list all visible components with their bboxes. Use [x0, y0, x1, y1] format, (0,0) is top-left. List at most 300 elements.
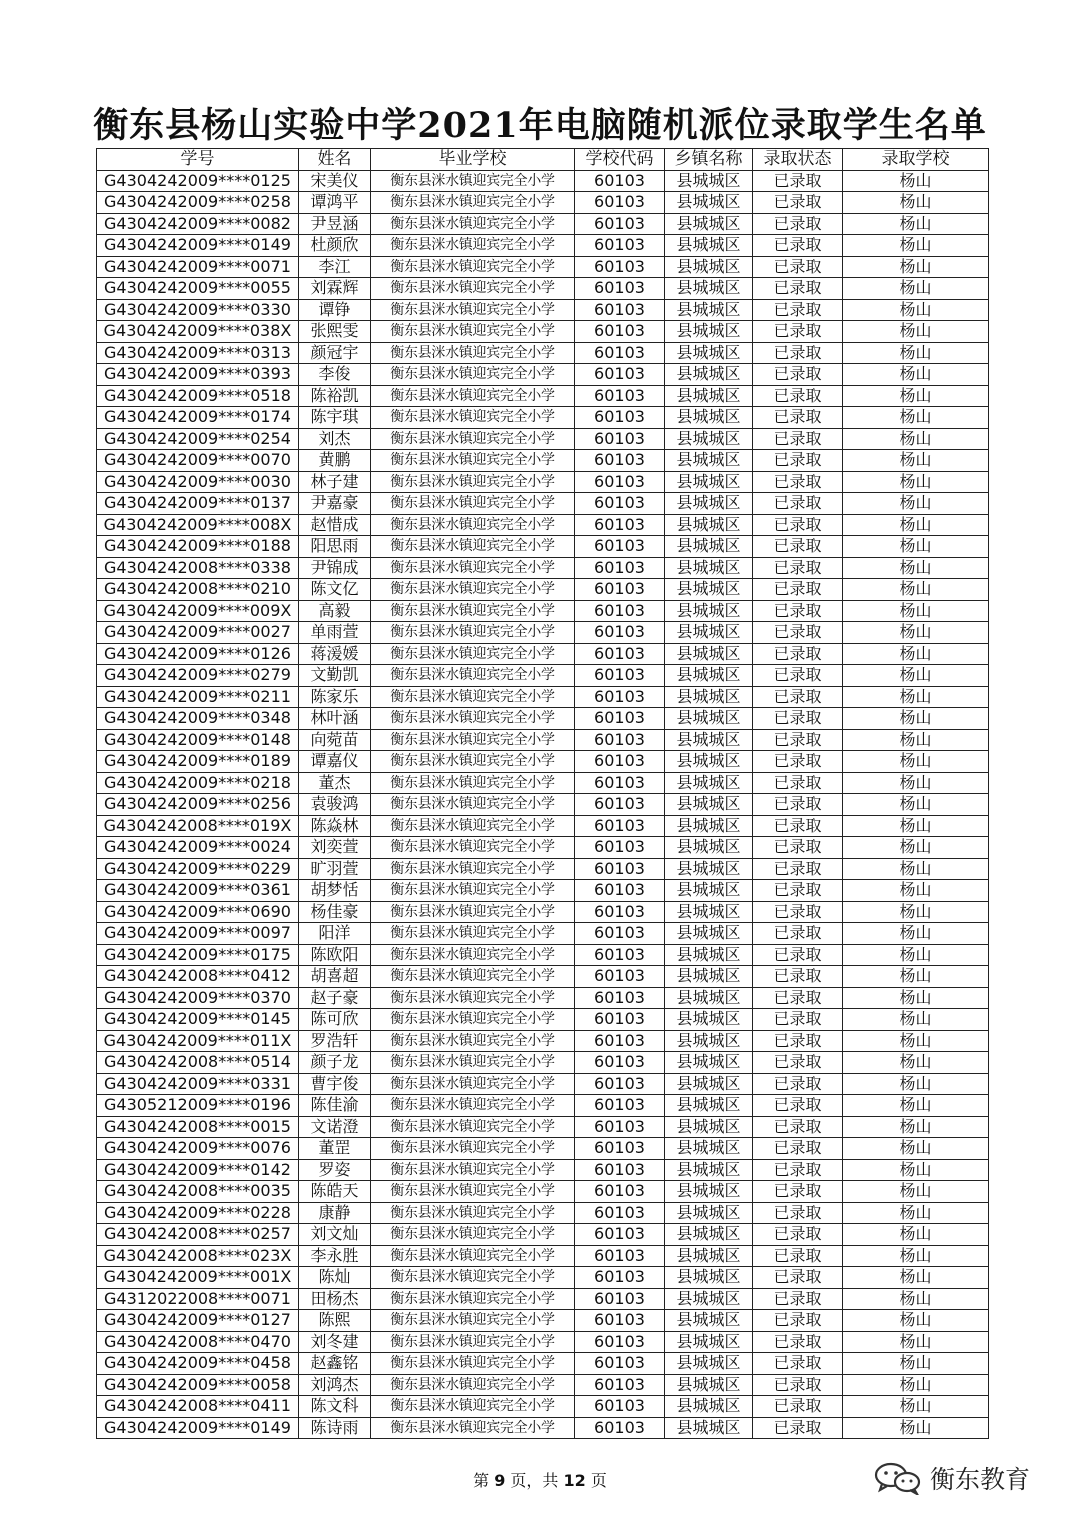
table-row [97, 1310, 989, 1332]
cell-admitted-school: 杨山 [843, 1095, 989, 1117]
cell-township: 县城城区 [665, 1159, 753, 1181]
cell-admitted-school: 杨山 [843, 235, 989, 257]
cell-graduation-school: 衡东县洣水镇迎宾完全小学 [371, 708, 575, 730]
cell-student-id: G4304242009****0256 [97, 794, 299, 816]
cell-school-code: 60103 [575, 600, 665, 622]
cell-graduation-school: 衡东县洣水镇迎宾完全小学 [371, 622, 575, 644]
cell-admitted-school: 杨山 [843, 536, 989, 558]
table-row [97, 622, 989, 644]
cell-admission-status: 已录取 [753, 536, 843, 558]
cell-graduation-school: 衡东县洣水镇迎宾完全小学 [371, 536, 575, 558]
cell-school-code: 60103 [575, 923, 665, 945]
cell-graduation-school: 衡东县洣水镇迎宾完全小学 [371, 665, 575, 687]
cell-student-id: G4305212009****0196 [97, 1095, 299, 1117]
cell-student-id: G4312022008****0071 [97, 1288, 299, 1310]
cell-township: 县城城区 [665, 385, 753, 407]
table-body [97, 170, 989, 1439]
cell-township: 县城城区 [665, 1073, 753, 1095]
cell-township: 县城城区 [665, 1417, 753, 1439]
cell-admission-status: 已录取 [753, 837, 843, 859]
table-row [97, 385, 989, 407]
cell-admission-status: 已录取 [753, 923, 843, 945]
cell-graduation-school: 衡东县洣水镇迎宾完全小学 [371, 1181, 575, 1203]
cell-student-id: G4304242009****0125 [97, 170, 299, 192]
cell-admission-status: 已录取 [753, 751, 843, 773]
cell-graduation-school: 衡东县洣水镇迎宾完全小学 [371, 600, 575, 622]
cell-student-name: 赵鑫铭 [299, 1353, 371, 1375]
cell-school-code: 60103 [575, 1331, 665, 1353]
cell-township: 县城城区 [665, 213, 753, 235]
cell-school-code: 60103 [575, 1310, 665, 1332]
table-row [97, 1396, 989, 1418]
cell-student-id: G4304242008****0514 [97, 1052, 299, 1074]
cell-student-name: 刘鸿杰 [299, 1374, 371, 1396]
cell-student-id: G4304242008****0412 [97, 966, 299, 988]
cell-township: 县城城区 [665, 944, 753, 966]
cell-student-id: G4304242009****0229 [97, 858, 299, 880]
table-row [97, 256, 989, 278]
cell-school-code: 60103 [575, 213, 665, 235]
cell-admitted-school: 杨山 [843, 944, 989, 966]
table-row [97, 729, 989, 751]
cell-graduation-school: 衡东县洣水镇迎宾完全小学 [371, 1030, 575, 1052]
cell-township: 县城城区 [665, 815, 753, 837]
table-row [97, 1202, 989, 1224]
cell-admission-status: 已录取 [753, 1353, 843, 1375]
cell-student-id: G4304242009****0149 [97, 1417, 299, 1439]
cell-graduation-school: 衡东县洣水镇迎宾完全小学 [371, 385, 575, 407]
cell-student-name: 陈焱林 [299, 815, 371, 837]
cell-school-code: 60103 [575, 256, 665, 278]
cell-student-id: G4304242009****0188 [97, 536, 299, 558]
cell-township: 县城城区 [665, 1116, 753, 1138]
table-row [97, 364, 989, 386]
cell-township: 县城城区 [665, 794, 753, 816]
table-row [97, 1374, 989, 1396]
cell-admission-status: 已录取 [753, 1073, 843, 1095]
cell-graduation-school: 衡东县洣水镇迎宾完全小学 [371, 1009, 575, 1031]
cell-admitted-school: 杨山 [843, 1417, 989, 1439]
cell-student-id: G4304242009****038X [97, 321, 299, 343]
table-row [97, 407, 989, 429]
table-row [97, 665, 989, 687]
cell-school-code: 60103 [575, 450, 665, 472]
cell-admitted-school: 杨山 [843, 880, 989, 902]
cell-student-id: G4304242008****0035 [97, 1181, 299, 1203]
cell-admission-status: 已录取 [753, 342, 843, 364]
cell-student-id: G4304242009****0393 [97, 364, 299, 386]
cell-student-name: 刘霖辉 [299, 278, 371, 300]
cell-school-code: 60103 [575, 858, 665, 880]
cell-graduation-school: 衡东县洣水镇迎宾完全小学 [371, 729, 575, 751]
table-row [97, 901, 989, 923]
cell-student-name: 陈熙 [299, 1310, 371, 1332]
cell-admission-status: 已录取 [753, 493, 843, 515]
cell-student-id: G4304242009****0218 [97, 772, 299, 794]
cell-admitted-school: 杨山 [843, 1202, 989, 1224]
cell-township: 县城城区 [665, 278, 753, 300]
cell-graduation-school: 衡东县洣水镇迎宾完全小学 [371, 1202, 575, 1224]
cell-admission-status: 已录取 [753, 1374, 843, 1396]
cell-admitted-school: 杨山 [843, 1245, 989, 1267]
cell-admission-status: 已录取 [753, 321, 843, 343]
cell-township: 县城城区 [665, 1181, 753, 1203]
cell-admission-status: 已录取 [753, 256, 843, 278]
cell-graduation-school: 衡东县洣水镇迎宾完全小学 [371, 987, 575, 1009]
cell-township: 县城城区 [665, 729, 753, 751]
cell-student-id: G4304242009****0313 [97, 342, 299, 364]
cell-school-code: 60103 [575, 880, 665, 902]
cell-graduation-school: 衡东县洣水镇迎宾完全小学 [371, 794, 575, 816]
header-township: 乡镇名称 [665, 149, 753, 171]
table-row [97, 987, 989, 1009]
header-admission-status: 录取状态 [753, 149, 843, 171]
table-row [97, 1353, 989, 1375]
cell-student-name: 陈佳渝 [299, 1095, 371, 1117]
cell-admitted-school: 杨山 [843, 471, 989, 493]
cell-student-name: 董杰 [299, 772, 371, 794]
cell-student-name: 刘文灿 [299, 1224, 371, 1246]
cell-graduation-school: 衡东县洣水镇迎宾完全小学 [371, 256, 575, 278]
cell-admission-status: 已录取 [753, 170, 843, 192]
header-row [97, 149, 989, 171]
cell-township: 县城城区 [665, 235, 753, 257]
cell-admission-status: 已录取 [753, 1009, 843, 1031]
footer-prefix: 第 [473, 1471, 490, 1490]
cell-student-name: 赵惜成 [299, 514, 371, 536]
cell-student-id: G4304242009****009X [97, 600, 299, 622]
cell-admitted-school: 杨山 [843, 299, 989, 321]
cell-student-name: 谭嘉仪 [299, 751, 371, 773]
cell-school-code: 60103 [575, 751, 665, 773]
cell-school-code: 60103 [575, 686, 665, 708]
cell-township: 县城城区 [665, 1310, 753, 1332]
cell-admission-status: 已录取 [753, 1181, 843, 1203]
cell-student-name: 陈宇琪 [299, 407, 371, 429]
table-row [97, 1030, 989, 1052]
cell-student-id: G4304242009****0331 [97, 1073, 299, 1095]
cell-admitted-school: 杨山 [843, 751, 989, 773]
cell-school-code: 60103 [575, 342, 665, 364]
cell-school-code: 60103 [575, 170, 665, 192]
table-row [97, 299, 989, 321]
cell-admitted-school: 杨山 [843, 1353, 989, 1375]
cell-student-id: G4304242009****0148 [97, 729, 299, 751]
cell-admitted-school: 杨山 [843, 1310, 989, 1332]
table-row [97, 751, 989, 773]
cell-admitted-school: 杨山 [843, 428, 989, 450]
cell-township: 县城城区 [665, 1202, 753, 1224]
cell-township: 县城城区 [665, 1396, 753, 1418]
cell-school-code: 60103 [575, 1224, 665, 1246]
cell-graduation-school: 衡东县洣水镇迎宾完全小学 [371, 901, 575, 923]
cell-graduation-school: 衡东县洣水镇迎宾完全小学 [371, 364, 575, 386]
cell-graduation-school: 衡东县洣水镇迎宾完全小学 [371, 235, 575, 257]
cell-admission-status: 已录取 [753, 1331, 843, 1353]
cell-admitted-school: 杨山 [843, 1116, 989, 1138]
cell-student-name: 尹嘉豪 [299, 493, 371, 515]
cell-graduation-school: 衡东县洣水镇迎宾完全小学 [371, 342, 575, 364]
cell-admitted-school: 杨山 [843, 321, 989, 343]
cell-graduation-school: 衡东县洣水镇迎宾完全小学 [371, 407, 575, 429]
table-row [97, 686, 989, 708]
cell-admitted-school: 杨山 [843, 858, 989, 880]
cell-township: 县城城区 [665, 321, 753, 343]
cell-graduation-school: 衡东县洣水镇迎宾完全小学 [371, 966, 575, 988]
cell-admission-status: 已录取 [753, 1417, 843, 1439]
table-row [97, 192, 989, 214]
cell-school-code: 60103 [575, 278, 665, 300]
cell-township: 县城城区 [665, 450, 753, 472]
cell-student-name: 林子建 [299, 471, 371, 493]
watermark [872, 1460, 1030, 1496]
cell-school-code: 60103 [575, 1181, 665, 1203]
cell-student-id: G4304242009****001X [97, 1267, 299, 1289]
cell-student-id: G4304242009****0258 [97, 192, 299, 214]
cell-admitted-school: 杨山 [843, 385, 989, 407]
cell-admitted-school: 杨山 [843, 407, 989, 429]
cell-student-id: G4304242009****008X [97, 514, 299, 536]
cell-admission-status: 已录取 [753, 1245, 843, 1267]
cell-admitted-school: 杨山 [843, 557, 989, 579]
cell-student-name: 陈文亿 [299, 579, 371, 601]
cell-township: 县城城区 [665, 987, 753, 1009]
cell-graduation-school: 衡东县洣水镇迎宾完全小学 [371, 579, 575, 601]
table-row [97, 170, 989, 192]
cell-school-code: 60103 [575, 514, 665, 536]
cell-student-name: 胡梦恬 [299, 880, 371, 902]
table-row [97, 600, 989, 622]
cell-graduation-school: 衡东县洣水镇迎宾完全小学 [371, 837, 575, 859]
cell-student-id: G4304242008****0411 [97, 1396, 299, 1418]
cell-student-name: 陈可欣 [299, 1009, 371, 1031]
cell-admission-status: 已录取 [753, 299, 843, 321]
cell-admitted-school: 杨山 [843, 1331, 989, 1353]
cell-graduation-school: 衡东县洣水镇迎宾完全小学 [371, 1095, 575, 1117]
cell-graduation-school: 衡东县洣水镇迎宾完全小学 [371, 1396, 575, 1418]
cell-admission-status: 已录取 [753, 1116, 843, 1138]
table-row [97, 880, 989, 902]
cell-student-name: 单雨萱 [299, 622, 371, 644]
cell-student-name: 李永胜 [299, 1245, 371, 1267]
cell-student-name: 颜冠宇 [299, 342, 371, 364]
cell-student-name: 林叶涵 [299, 708, 371, 730]
table-row [97, 815, 989, 837]
cell-school-code: 60103 [575, 643, 665, 665]
cell-admission-status: 已录取 [753, 901, 843, 923]
cell-admitted-school: 杨山 [843, 815, 989, 837]
cell-student-name: 董罡 [299, 1138, 371, 1160]
cell-student-name: 田杨杰 [299, 1288, 371, 1310]
cell-township: 县城城区 [665, 923, 753, 945]
cell-student-name: 李俊 [299, 364, 371, 386]
cell-student-id: G4304242009****0254 [97, 428, 299, 450]
cell-graduation-school: 衡东县洣水镇迎宾完全小学 [371, 213, 575, 235]
cell-admitted-school: 杨山 [843, 1181, 989, 1203]
table-row [97, 794, 989, 816]
cell-admitted-school: 杨山 [843, 1396, 989, 1418]
cell-student-name: 陈裕凯 [299, 385, 371, 407]
cell-admitted-school: 杨山 [843, 772, 989, 794]
cell-student-name: 刘冬建 [299, 1331, 371, 1353]
cell-township: 县城城区 [665, 514, 753, 536]
cell-graduation-school: 衡东县洣水镇迎宾完全小学 [371, 1374, 575, 1396]
cell-student-name: 杜颜欣 [299, 235, 371, 257]
cell-student-name: 袁骏鸿 [299, 794, 371, 816]
cell-student-name: 谭铮 [299, 299, 371, 321]
cell-admitted-school: 杨山 [843, 987, 989, 1009]
cell-student-name: 刘杰 [299, 428, 371, 450]
table-row [97, 772, 989, 794]
cell-student-id: G4304242009****0027 [97, 622, 299, 644]
cell-school-code: 60103 [575, 772, 665, 794]
cell-township: 县城城区 [665, 1353, 753, 1375]
cell-admission-status: 已录取 [753, 966, 843, 988]
cell-township: 县城城区 [665, 1138, 753, 1160]
cell-township: 县城城区 [665, 364, 753, 386]
cell-township: 县城城区 [665, 1030, 753, 1052]
cell-admitted-school: 杨山 [843, 923, 989, 945]
cell-school-code: 60103 [575, 1288, 665, 1310]
cell-township: 县城城区 [665, 708, 753, 730]
cell-student-id: G4304242009****0228 [97, 1202, 299, 1224]
cell-student-id: G4304242009****011X [97, 1030, 299, 1052]
cell-admission-status: 已录取 [753, 364, 843, 386]
cell-admitted-school: 杨山 [843, 256, 989, 278]
cell-school-code: 60103 [575, 385, 665, 407]
cell-student-name: 李江 [299, 256, 371, 278]
cell-admitted-school: 杨山 [843, 213, 989, 235]
table-row [97, 493, 989, 515]
cell-student-id: G4304242009****0189 [97, 751, 299, 773]
cell-student-name: 颜子龙 [299, 1052, 371, 1074]
cell-graduation-school: 衡东县洣水镇迎宾完全小学 [371, 858, 575, 880]
cell-admitted-school: 杨山 [843, 622, 989, 644]
cell-graduation-school: 衡东县洣水镇迎宾完全小学 [371, 1224, 575, 1246]
cell-admitted-school: 杨山 [843, 600, 989, 622]
cell-admission-status: 已录取 [753, 1288, 843, 1310]
cell-school-code: 60103 [575, 815, 665, 837]
cell-admission-status: 已录取 [753, 944, 843, 966]
table-row [97, 428, 989, 450]
cell-admission-status: 已录取 [753, 772, 843, 794]
cell-school-code: 60103 [575, 299, 665, 321]
cell-admission-status: 已录取 [753, 385, 843, 407]
table-row [97, 1288, 989, 1310]
cell-school-code: 60103 [575, 901, 665, 923]
cell-township: 县城城区 [665, 192, 753, 214]
cell-graduation-school: 衡东县洣水镇迎宾完全小学 [371, 1353, 575, 1375]
cell-student-name: 宋美仪 [299, 170, 371, 192]
footer-suffix: 页 [590, 1471, 607, 1490]
table-row [97, 514, 989, 536]
cell-school-code: 60103 [575, 1267, 665, 1289]
cell-school-code: 60103 [575, 1245, 665, 1267]
cell-student-id: G4304242009****0174 [97, 407, 299, 429]
cell-student-name: 阳思雨 [299, 536, 371, 558]
cell-graduation-school: 衡东县洣水镇迎宾完全小学 [371, 815, 575, 837]
cell-student-name: 向菀苗 [299, 729, 371, 751]
cell-graduation-school: 衡东县洣水镇迎宾完全小学 [371, 1288, 575, 1310]
cell-admission-status: 已录取 [753, 1159, 843, 1181]
cell-student-id: G4304242009****0142 [97, 1159, 299, 1181]
cell-township: 县城城区 [665, 837, 753, 859]
table-row [97, 1245, 989, 1267]
cell-township: 县城城区 [665, 622, 753, 644]
cell-graduation-school: 衡东县洣水镇迎宾完全小学 [371, 1116, 575, 1138]
cell-student-id: G4304242009****0076 [97, 1138, 299, 1160]
cell-admission-status: 已录取 [753, 579, 843, 601]
cell-township: 县城城区 [665, 256, 753, 278]
cell-admitted-school: 杨山 [843, 1009, 989, 1031]
cell-township: 县城城区 [665, 471, 753, 493]
cell-student-name: 陈皓天 [299, 1181, 371, 1203]
cell-admitted-school: 杨山 [843, 901, 989, 923]
cell-graduation-school: 衡东县洣水镇迎宾完全小学 [371, 493, 575, 515]
cell-student-id: G4304242009****0137 [97, 493, 299, 515]
cell-student-id: G4304242008****023X [97, 1245, 299, 1267]
cell-student-id: G4304242009****0518 [97, 385, 299, 407]
cell-student-id: G4304242008****019X [97, 815, 299, 837]
table-row [97, 643, 989, 665]
cell-graduation-school: 衡东县洣水镇迎宾完全小学 [371, 772, 575, 794]
cell-admission-status: 已录取 [753, 815, 843, 837]
cell-graduation-school: 衡东县洣水镇迎宾完全小学 [371, 1052, 575, 1074]
cell-school-code: 60103 [575, 966, 665, 988]
cell-student-id: G4304242009****0330 [97, 299, 299, 321]
cell-graduation-school: 衡东县洣水镇迎宾完全小学 [371, 192, 575, 214]
table-row [97, 837, 989, 859]
cell-admitted-school: 杨山 [843, 1224, 989, 1246]
cell-graduation-school: 衡东县洣水镇迎宾完全小学 [371, 428, 575, 450]
table-row [97, 966, 989, 988]
cell-admission-status: 已录取 [753, 729, 843, 751]
cell-graduation-school: 衡东县洣水镇迎宾完全小学 [371, 880, 575, 902]
cell-student-id: G4304242009****0058 [97, 1374, 299, 1396]
cell-student-id: G4304242009****0024 [97, 837, 299, 859]
cell-student-name: 文勤凯 [299, 665, 371, 687]
cell-township: 县城城区 [665, 1245, 753, 1267]
cell-graduation-school: 衡东县洣水镇迎宾完全小学 [371, 1310, 575, 1332]
cell-township: 县城城区 [665, 1224, 753, 1246]
cell-student-name: 文诺澄 [299, 1116, 371, 1138]
table-row [97, 708, 989, 730]
cell-admission-status: 已录取 [753, 643, 843, 665]
cell-student-id: G4304242009****0126 [97, 643, 299, 665]
cell-school-code: 60103 [575, 1030, 665, 1052]
cell-admitted-school: 杨山 [843, 837, 989, 859]
cell-graduation-school: 衡东县洣水镇迎宾完全小学 [371, 278, 575, 300]
cell-student-id: G4304242009****0145 [97, 1009, 299, 1031]
table-row [97, 1138, 989, 1160]
cell-student-name: 陈诗雨 [299, 1417, 371, 1439]
cell-admitted-school: 杨山 [843, 579, 989, 601]
cell-admitted-school: 杨山 [843, 1288, 989, 1310]
cell-student-id: G4304242009****0348 [97, 708, 299, 730]
cell-township: 县城城区 [665, 342, 753, 364]
cell-student-name: 旷羽萱 [299, 858, 371, 880]
cell-school-code: 60103 [575, 794, 665, 816]
cell-graduation-school: 衡东县洣水镇迎宾完全小学 [371, 557, 575, 579]
cell-student-id: G4304242009****0055 [97, 278, 299, 300]
table-row [97, 321, 989, 343]
cell-student-id: G4304242009****0127 [97, 1310, 299, 1332]
cell-township: 县城城区 [665, 1288, 753, 1310]
cell-student-name: 蒋湲媛 [299, 643, 371, 665]
cell-admitted-school: 杨山 [843, 1052, 989, 1074]
table-row [97, 858, 989, 880]
cell-student-id: G4304242009****0071 [97, 256, 299, 278]
